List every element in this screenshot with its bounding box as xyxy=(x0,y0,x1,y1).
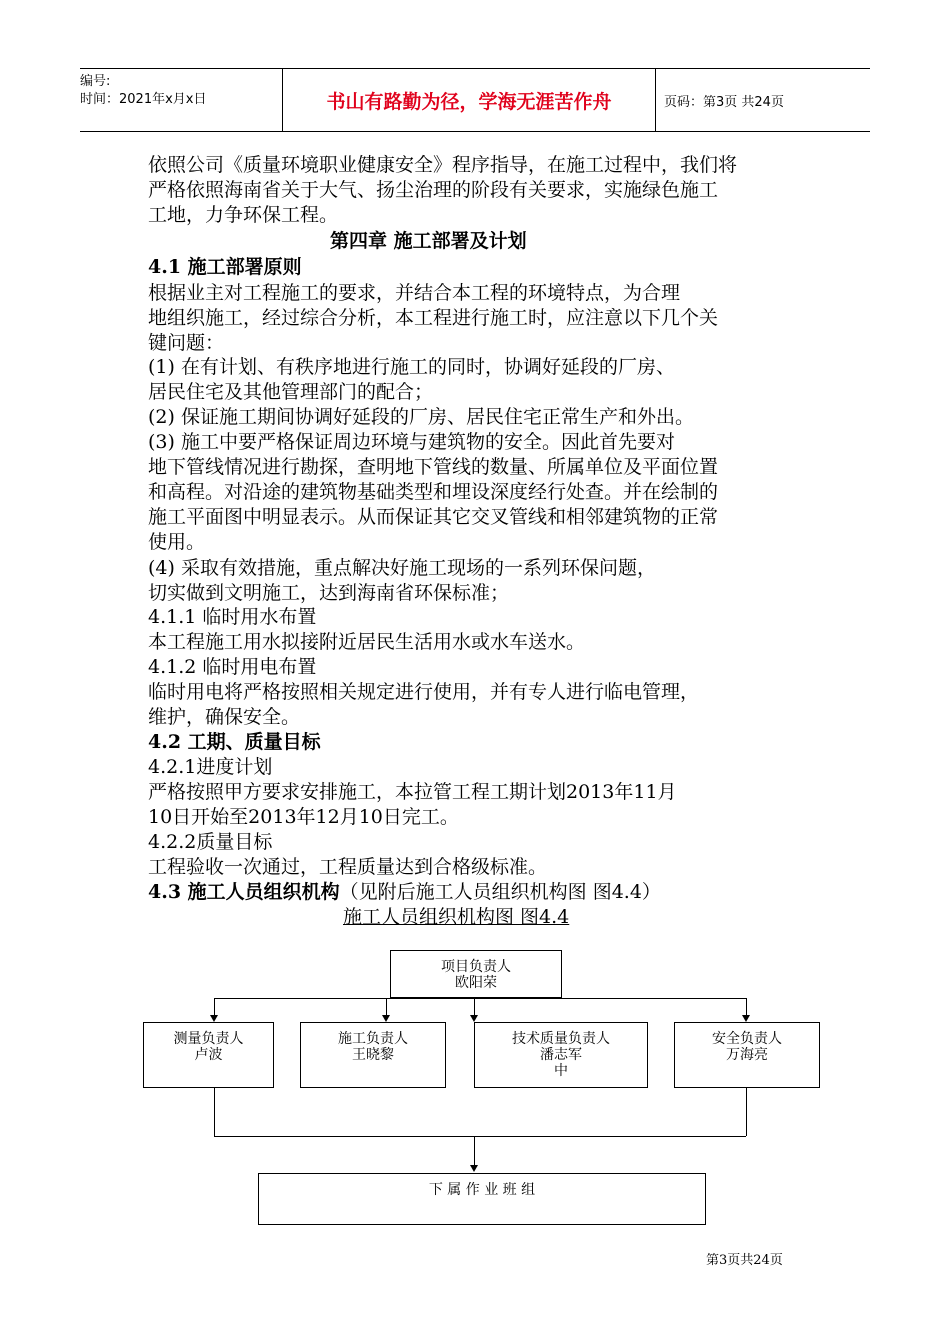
paragraph-line: 使用。 xyxy=(148,531,206,553)
org-member-title: 施工负责人 xyxy=(338,1031,408,1047)
org-member-name-extra: 中 xyxy=(554,1063,568,1079)
org-connector xyxy=(214,1136,746,1137)
section-4-1-2-title: 4.1.2 临时用电布置 xyxy=(148,656,317,678)
chapter-title: 第四章 施工部署及计划 xyxy=(330,230,527,252)
org-member-name: 潘志军 xyxy=(540,1047,582,1063)
org-arrow xyxy=(382,1015,390,1022)
org-member-name: 万海亮 xyxy=(726,1047,768,1063)
org-connector xyxy=(474,1136,475,1165)
section-4-1-title: 4.1 施工部署原则 xyxy=(148,256,302,278)
paragraph-line: (4) 采取有效措施，重点解决好施工现场的一系列环保问题， xyxy=(148,557,656,579)
org-member-title: 测量负责人 xyxy=(173,1031,244,1047)
header-number: 编号: xyxy=(80,74,111,89)
paragraph-line: 施工平面图中明显表示。从而保证其它交叉管线和相邻建筑物的正常 xyxy=(148,506,719,528)
paragraph-line: 工程验收一次通过，工程质量达到合格级标准。 xyxy=(148,856,548,878)
org-top-box xyxy=(390,950,562,998)
intro-line: 工地，力争环保工程。 xyxy=(148,204,339,226)
paragraph-line: 地下管线情况进行勘探，查明地下管线的数量、所属单位及平面位置 xyxy=(148,456,719,478)
paragraph-line: 地组织施工，经过综合分析，本工程进行施工时，应注意以下几个关 xyxy=(148,307,719,329)
paragraph-line: 居民住宅及其他管理部门的配合； xyxy=(148,381,434,403)
org-arrow xyxy=(470,1015,478,1022)
org-arrow xyxy=(210,1015,218,1022)
paragraph-line: (1) 在有计划、有秩序地进行施工的同时，协调好延段的厂房、 xyxy=(148,356,675,378)
page-header xyxy=(80,68,870,132)
paragraph-line: 严格按照甲方要求安排施工，本拉管工程工期计划2013年11月 xyxy=(148,781,677,803)
header-motto: 书山有路勤为径，学海无涯苦作舟 xyxy=(282,69,656,131)
section-4-2-2-title: 4.2.2质量目标 xyxy=(148,831,273,853)
org-top-name: 欧阳荣 xyxy=(455,975,497,991)
org-connector xyxy=(386,998,387,1015)
header-meta xyxy=(80,69,282,135)
org-chart-caption: 施工人员组织机构图 图4.4 xyxy=(343,906,570,928)
paragraph-line: 维护，确保安全。 xyxy=(148,706,301,728)
org-connector xyxy=(214,998,746,999)
org-connector xyxy=(746,998,747,1015)
header-page-info: 页码：第3页 共24页 xyxy=(664,94,784,110)
org-bottom-box xyxy=(258,1173,706,1225)
org-connector xyxy=(746,1088,747,1136)
org-bottom-label: 下 属 作 业 班 组 xyxy=(428,1182,536,1198)
paragraph-line: 和高程。对沿途的建筑物基础类型和埋设深度经行处查。并在绘制的 xyxy=(148,481,719,503)
org-connector xyxy=(214,998,215,1015)
paragraph-line: 键问题： xyxy=(148,332,225,354)
org-connector xyxy=(474,998,475,1015)
section-4-2-1-title: 4.2.1进度计划 xyxy=(148,756,273,778)
page-footer: 第3页共24页 xyxy=(706,1253,783,1268)
org-member-box xyxy=(674,1022,820,1088)
section-4-3-title xyxy=(148,880,661,905)
section-4-1-1-title: 4.1.1 临时用水布置 xyxy=(148,606,317,628)
org-member-title: 技术质量负责人 xyxy=(512,1031,610,1047)
org-connector xyxy=(214,1088,215,1136)
section-4-3-title-note: （见附后施工人员组织机构图 图4.4） xyxy=(339,881,661,903)
section-4-3-title-bold: 4.3 施工人员组织机构 xyxy=(148,881,340,903)
intro-line: 依照公司《质量环境职业健康安全》程序指导，在施工过程中，我们将 xyxy=(148,154,738,176)
org-member-name: 卢波 xyxy=(194,1047,223,1063)
org-member-box xyxy=(143,1022,274,1088)
paragraph-line: 临时用电将严格按照相关规定进行使用，并有专人进行临电管理， xyxy=(148,681,700,703)
section-4-2-title: 4.2 工期、质量目标 xyxy=(148,731,321,753)
intro-line: 严格依照海南省关于大气、扬尘治理的阶段有关要求，实施绿色施工 xyxy=(148,179,719,201)
paragraph-line: 根据业主对工程施工的要求，并结合本工程的环境特点，为合理 xyxy=(148,282,681,304)
org-arrow xyxy=(742,1015,750,1022)
paragraph-line: (2) 保证施工期间协调好延段的厂房、居民住宅正常生产和外出。 xyxy=(148,406,694,428)
org-arrow xyxy=(470,1165,478,1172)
header-time: 时间：2021年x月x日 xyxy=(80,92,207,107)
paragraph-line: (3) 施工中要严格保证周边环境与建筑物的安全。因此首先要对 xyxy=(148,431,675,453)
paragraph-line: 10日开始至2013年12月10日完工。 xyxy=(148,806,459,828)
paragraph-line: 切实做到文明施工，达到海南省环保标准； xyxy=(148,582,510,604)
org-member-box xyxy=(300,1022,446,1088)
org-member-box xyxy=(474,1022,648,1088)
paragraph-line: 本工程施工用水拟接附近居民生活用水或水车送水。 xyxy=(148,631,586,653)
org-top-title: 项目负责人 xyxy=(441,959,511,975)
org-member-name: 王晓黎 xyxy=(352,1047,394,1063)
org-member-title: 安全负责人 xyxy=(712,1031,782,1047)
